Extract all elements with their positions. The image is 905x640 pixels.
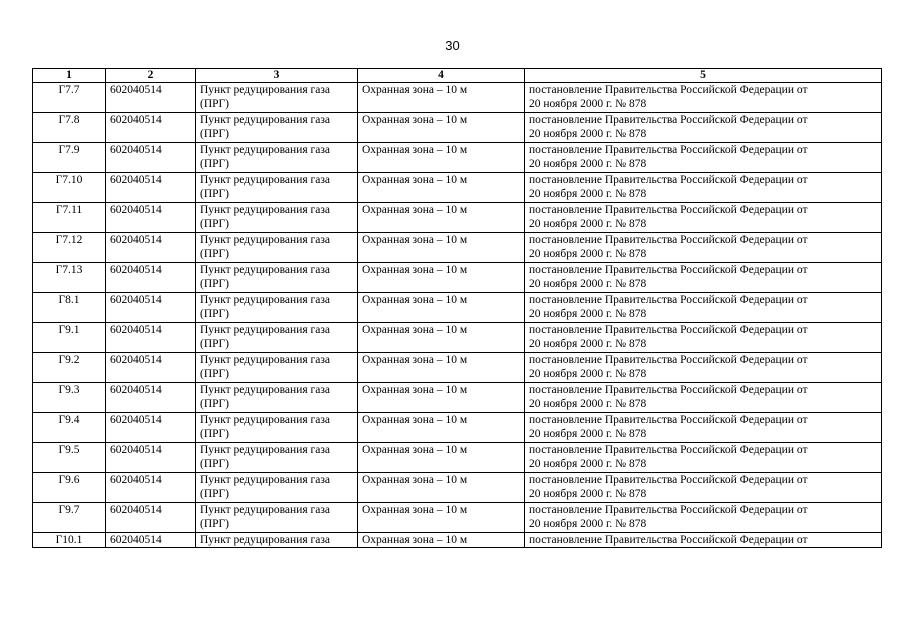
- cell-object-name: [196, 353, 358, 383]
- cell-id: [33, 443, 106, 473]
- cell-id-line-1: Г7.7: [58, 84, 80, 96]
- cell-object-name-line-1: Пункт редуцирования газа: [200, 384, 330, 396]
- cell-zone-line-1: Охранная зона – 10 м: [362, 204, 468, 216]
- cell-zone: [358, 473, 525, 503]
- cell-legal-basis-line-1: постановление Правительства Российской Федерации от: [529, 534, 808, 546]
- cell-zone-line-1: Охранная зона – 10 м: [362, 294, 468, 306]
- cell-zone: [358, 173, 525, 203]
- cell-code: [106, 293, 196, 323]
- cell-object-name: [196, 143, 358, 173]
- cell-code-line-1: 602040514: [110, 84, 162, 96]
- cell-legal-basis-line-1: постановление Правительства Российской Федерации от: [529, 204, 808, 216]
- cell-object-name-line-2: (ПРГ): [200, 278, 230, 290]
- cell-legal-basis-line-2: 20 ноября 2000 г. № 878: [529, 518, 647, 530]
- cell-code-line-1: 602040514: [110, 264, 162, 276]
- cell-zone-line-1: Охранная зона – 10 м: [362, 84, 468, 96]
- cell-id-line-1: Г9.3: [58, 384, 80, 396]
- header-col-5: 5: [525, 69, 882, 83]
- cell-code-line-1: 602040514: [110, 204, 162, 216]
- cell-zone: [358, 113, 525, 143]
- cell-legal-basis-line-2: 20 ноября 2000 г. № 878: [529, 158, 647, 170]
- cell-legal-basis-line-1: постановление Правительства Российской Федерации от: [529, 354, 808, 366]
- cell-code-line-1: 602040514: [110, 114, 162, 126]
- cell-id-line-1: Г9.5: [58, 444, 80, 456]
- cell-id: [33, 143, 106, 173]
- cell-object-name: [196, 443, 358, 473]
- cell-zone-line-1: Охранная зона – 10 м: [362, 264, 468, 276]
- cell-code: [106, 203, 196, 233]
- table-header: [33, 69, 882, 83]
- table-row: [33, 323, 882, 353]
- cell-code-line-1: 602040514: [110, 174, 162, 186]
- cell-legal-basis-line-1: постановление Правительства Российской Федерации от: [529, 114, 808, 126]
- cell-legal-basis-line-1: постановление Правительства Российской Федерации от: [529, 324, 808, 336]
- cell-object-name-line-2: (ПРГ): [200, 458, 230, 470]
- cell-object-name-line-1: Пункт редуцирования газа: [200, 474, 330, 486]
- cell-legal-basis: [525, 473, 882, 503]
- header-col-3: 3: [196, 69, 358, 83]
- cell-object-name-line-1: Пункт редуцирования газа: [200, 354, 330, 366]
- cell-zone: [358, 533, 525, 548]
- cell-legal-basis: [525, 293, 882, 323]
- cell-object-name-line-1: Пункт редуцирования газа: [200, 84, 330, 96]
- cell-legal-basis-line-1: постановление Правительства Российской Федерации от: [529, 294, 808, 306]
- cell-object-name-line-2: (ПРГ): [200, 488, 230, 500]
- cell-object-name: [196, 173, 358, 203]
- table-row: [33, 263, 882, 293]
- cell-legal-basis-line-1: постановление Правительства Российской Федерации от: [529, 444, 808, 456]
- table-row: [33, 443, 882, 473]
- cell-code-line-1: 602040514: [110, 324, 162, 336]
- cell-code: [106, 353, 196, 383]
- cell-legal-basis-line-1: постановление Правительства Российской Федерации от: [529, 84, 808, 96]
- cell-zone-line-1: Охранная зона – 10 м: [362, 534, 468, 546]
- cell-zone-line-1: Охранная зона – 10 м: [362, 474, 468, 486]
- table-row: [33, 143, 882, 173]
- cell-legal-basis-line-2: 20 ноября 2000 г. № 878: [529, 338, 647, 350]
- cell-id: [33, 83, 106, 113]
- cell-zone: [358, 503, 525, 533]
- cell-id-line-1: Г7.13: [55, 264, 83, 276]
- cell-id: [33, 233, 106, 263]
- cell-code: [106, 83, 196, 113]
- cell-zone: [358, 353, 525, 383]
- cell-legal-basis: [525, 413, 882, 443]
- cell-id: [33, 263, 106, 293]
- cell-zone: [358, 83, 525, 113]
- cell-object-name-line-2: (ПРГ): [200, 218, 230, 230]
- header-col-2: 2: [106, 69, 196, 83]
- cell-legal-basis: [525, 203, 882, 233]
- cell-object-name: [196, 263, 358, 293]
- cell-id: [33, 473, 106, 503]
- cell-id: [33, 293, 106, 323]
- cell-zone-line-1: Охранная зона – 10 м: [362, 174, 468, 186]
- table-row: [33, 173, 882, 203]
- cell-zone-line-1: Охранная зона – 10 м: [362, 114, 468, 126]
- cell-legal-basis: [525, 113, 882, 143]
- cell-object-name-line-1: Пункт редуцирования газа: [200, 504, 330, 516]
- cell-object-name-line-1: Пункт редуцирования газа: [200, 294, 330, 306]
- cell-code-line-1: 602040514: [110, 414, 162, 426]
- cell-legal-basis: [525, 503, 882, 533]
- cell-code-line-1: 602040514: [110, 294, 162, 306]
- cell-legal-basis-line-2: 20 ноября 2000 г. № 878: [529, 128, 647, 140]
- cell-object-name: [196, 83, 358, 113]
- cell-zone-line-1: Охранная зона – 10 м: [362, 444, 468, 456]
- cell-code: [106, 443, 196, 473]
- cell-legal-basis-line-1: постановление Правительства Российской Федерации от: [529, 414, 808, 426]
- cell-id: [33, 173, 106, 203]
- cell-id-line-1: Г9.1: [58, 324, 80, 336]
- cell-code: [106, 113, 196, 143]
- cell-code-line-1: 602040514: [110, 504, 162, 516]
- cell-object-name-line-2: (ПРГ): [200, 158, 230, 170]
- table-row: [33, 233, 882, 263]
- cell-object-name-line-1: Пункт редуцирования газа: [200, 414, 330, 426]
- cell-object-name-line-1: Пункт редуцирования газа: [200, 324, 330, 336]
- table-row: [33, 413, 882, 443]
- cell-code: [106, 533, 196, 548]
- cell-legal-basis-line-2: 20 ноября 2000 г. № 878: [529, 488, 647, 500]
- table-body: [33, 83, 882, 548]
- cell-object-name: [196, 413, 358, 443]
- cell-object-name-line-1: Пункт редуцирования газа: [200, 204, 330, 216]
- cell-id-line-1: Г9.2: [58, 354, 80, 366]
- cell-legal-basis-line-1: постановление Правительства Российской Федерации от: [529, 234, 808, 246]
- cell-code-line-1: 602040514: [110, 474, 162, 486]
- cell-zone: [358, 263, 525, 293]
- cell-object-name: [196, 113, 358, 143]
- cell-legal-basis-line-1: постановление Правительства Российской Федерации от: [529, 174, 808, 186]
- cell-zone: [358, 293, 525, 323]
- table-row: [33, 353, 882, 383]
- table-row: [33, 533, 882, 548]
- cell-legal-basis: [525, 263, 882, 293]
- cell-code: [106, 413, 196, 443]
- cell-zone: [358, 323, 525, 353]
- cell-id-line-1: Г7.10: [55, 174, 83, 186]
- cell-legal-basis-line-2: 20 ноября 2000 г. № 878: [529, 308, 647, 320]
- cell-id-line-1: Г7.8: [58, 114, 80, 126]
- cell-object-name: [196, 533, 358, 548]
- cell-legal-basis-line-2: 20 ноября 2000 г. № 878: [529, 188, 647, 200]
- cell-code: [106, 323, 196, 353]
- cell-zone-line-1: Охранная зона – 10 м: [362, 414, 468, 426]
- cell-id: [33, 353, 106, 383]
- cell-legal-basis: [525, 443, 882, 473]
- cell-object-name-line-2: (ПРГ): [200, 518, 230, 530]
- header-col-4: 4: [358, 69, 525, 83]
- cell-legal-basis: [525, 143, 882, 173]
- cell-zone: [358, 413, 525, 443]
- cell-legal-basis: [525, 353, 882, 383]
- cell-object-name-line-2: (ПРГ): [200, 248, 230, 260]
- cell-object-name: [196, 503, 358, 533]
- cell-legal-basis: [525, 83, 882, 113]
- cell-id-line-1: Г8.1: [58, 294, 80, 306]
- cell-legal-basis-line-2: 20 ноября 2000 г. № 878: [529, 248, 647, 260]
- cell-id: [33, 323, 106, 353]
- cell-object-name-line-1: Пункт редуцирования газа: [200, 264, 330, 276]
- cell-id: [33, 113, 106, 143]
- cell-zone-line-1: Охранная зона – 10 м: [362, 384, 468, 396]
- cell-legal-basis: [525, 323, 882, 353]
- cell-zone: [358, 383, 525, 413]
- cell-zone: [358, 143, 525, 173]
- cell-legal-basis-line-1: постановление Правительства Российской Федерации от: [529, 384, 808, 396]
- cell-object-name-line-2: (ПРГ): [200, 128, 230, 140]
- cell-code-line-1: 602040514: [110, 234, 162, 246]
- cell-object-name-line-1: Пункт редуцирования газа: [200, 534, 330, 546]
- zones-table: [32, 68, 882, 548]
- cell-code: [106, 173, 196, 203]
- header-row: [33, 69, 882, 83]
- cell-object-name-line-2: (ПРГ): [200, 308, 230, 320]
- cell-id: [33, 533, 106, 548]
- table-row: [33, 383, 882, 413]
- cell-zone-line-1: Охранная зона – 10 м: [362, 234, 468, 246]
- cell-legal-basis-line-2: 20 ноября 2000 г. № 878: [529, 398, 647, 410]
- cell-code: [106, 383, 196, 413]
- cell-id-line-1: Г9.6: [58, 474, 80, 486]
- cell-code-line-1: 602040514: [110, 444, 162, 456]
- cell-legal-basis-line-1: постановление Правительства Российской Федерации от: [529, 264, 808, 276]
- table-row: [33, 473, 882, 503]
- cell-object-name-line-1: Пункт редуцирования газа: [200, 114, 330, 126]
- cell-object-name-line-1: Пункт редуцирования газа: [200, 144, 330, 156]
- header-col-1: 1: [33, 69, 106, 83]
- cell-id-line-1: Г9.7: [58, 504, 80, 516]
- page-number: 30: [445, 38, 460, 53]
- table-row: [33, 83, 882, 113]
- cell-id-line-1: Г7.11: [55, 204, 83, 216]
- cell-object-name: [196, 473, 358, 503]
- cell-object-name-line-2: (ПРГ): [200, 98, 230, 110]
- cell-zone-line-1: Охранная зона – 10 м: [362, 354, 468, 366]
- cell-object-name-line-2: (ПРГ): [200, 428, 230, 440]
- cell-legal-basis: [525, 173, 882, 203]
- cell-code-line-1: 602040514: [110, 144, 162, 156]
- cell-legal-basis: [525, 383, 882, 413]
- cell-legal-basis-line-2: 20 ноября 2000 г. № 878: [529, 218, 647, 230]
- cell-zone: [358, 233, 525, 263]
- cell-code: [106, 473, 196, 503]
- cell-legal-basis-line-2: 20 ноября 2000 г. № 878: [529, 428, 647, 440]
- cell-zone: [358, 203, 525, 233]
- cell-object-name-line-2: (ПРГ): [200, 368, 230, 380]
- cell-id: [33, 383, 106, 413]
- cell-zone-line-1: Охранная зона – 10 м: [362, 504, 468, 516]
- cell-code-line-1: 602040514: [110, 534, 162, 546]
- table-row: [33, 113, 882, 143]
- cell-id: [33, 503, 106, 533]
- cell-legal-basis-line-2: 20 ноября 2000 г. № 878: [529, 278, 647, 290]
- cell-code: [106, 233, 196, 263]
- cell-code: [106, 143, 196, 173]
- cell-object-name-line-2: (ПРГ): [200, 398, 230, 410]
- cell-zone-line-1: Охранная зона – 10 м: [362, 144, 468, 156]
- cell-object-name: [196, 203, 358, 233]
- cell-id-line-1: Г10.1: [55, 534, 83, 546]
- cell-object-name-line-2: (ПРГ): [200, 338, 230, 350]
- cell-legal-basis-line-2: 20 ноября 2000 г. № 878: [529, 368, 647, 380]
- cell-code-line-1: 602040514: [110, 354, 162, 366]
- cell-legal-basis-line-1: постановление Правительства Российской Федерации от: [529, 504, 808, 516]
- cell-id-line-1: Г7.12: [55, 234, 83, 246]
- cell-object-name: [196, 323, 358, 353]
- cell-id: [33, 203, 106, 233]
- cell-id: [33, 413, 106, 443]
- cell-legal-basis: [525, 233, 882, 263]
- cell-legal-basis-line-1: постановление Правительства Российской Федерации от: [529, 144, 808, 156]
- cell-object-name: [196, 293, 358, 323]
- cell-object-name-line-1: Пункт редуцирования газа: [200, 444, 330, 456]
- cell-object-name-line-2: (ПРГ): [200, 188, 230, 200]
- cell-code: [106, 503, 196, 533]
- table-row: [33, 203, 882, 233]
- cell-object-name: [196, 233, 358, 263]
- cell-legal-basis: [525, 533, 882, 548]
- cell-code-line-1: 602040514: [110, 384, 162, 396]
- cell-id-line-1: Г9.4: [58, 414, 80, 426]
- cell-zone: [358, 443, 525, 473]
- table-row: [33, 503, 882, 533]
- cell-object-name-line-1: Пункт редуцирования газа: [200, 174, 330, 186]
- cell-object-name-line-1: Пункт редуцирования газа: [200, 234, 330, 246]
- cell-id-line-1: Г7.9: [58, 144, 80, 156]
- cell-legal-basis-line-2: 20 ноября 2000 г. № 878: [529, 98, 647, 110]
- cell-zone-line-1: Охранная зона – 10 м: [362, 324, 468, 336]
- table-row: [33, 293, 882, 323]
- cell-code: [106, 263, 196, 293]
- cell-legal-basis-line-2: 20 ноября 2000 г. № 878: [529, 458, 647, 470]
- cell-legal-basis-line-1: постановление Правительства Российской Федерации от: [529, 474, 808, 486]
- cell-object-name: [196, 383, 358, 413]
